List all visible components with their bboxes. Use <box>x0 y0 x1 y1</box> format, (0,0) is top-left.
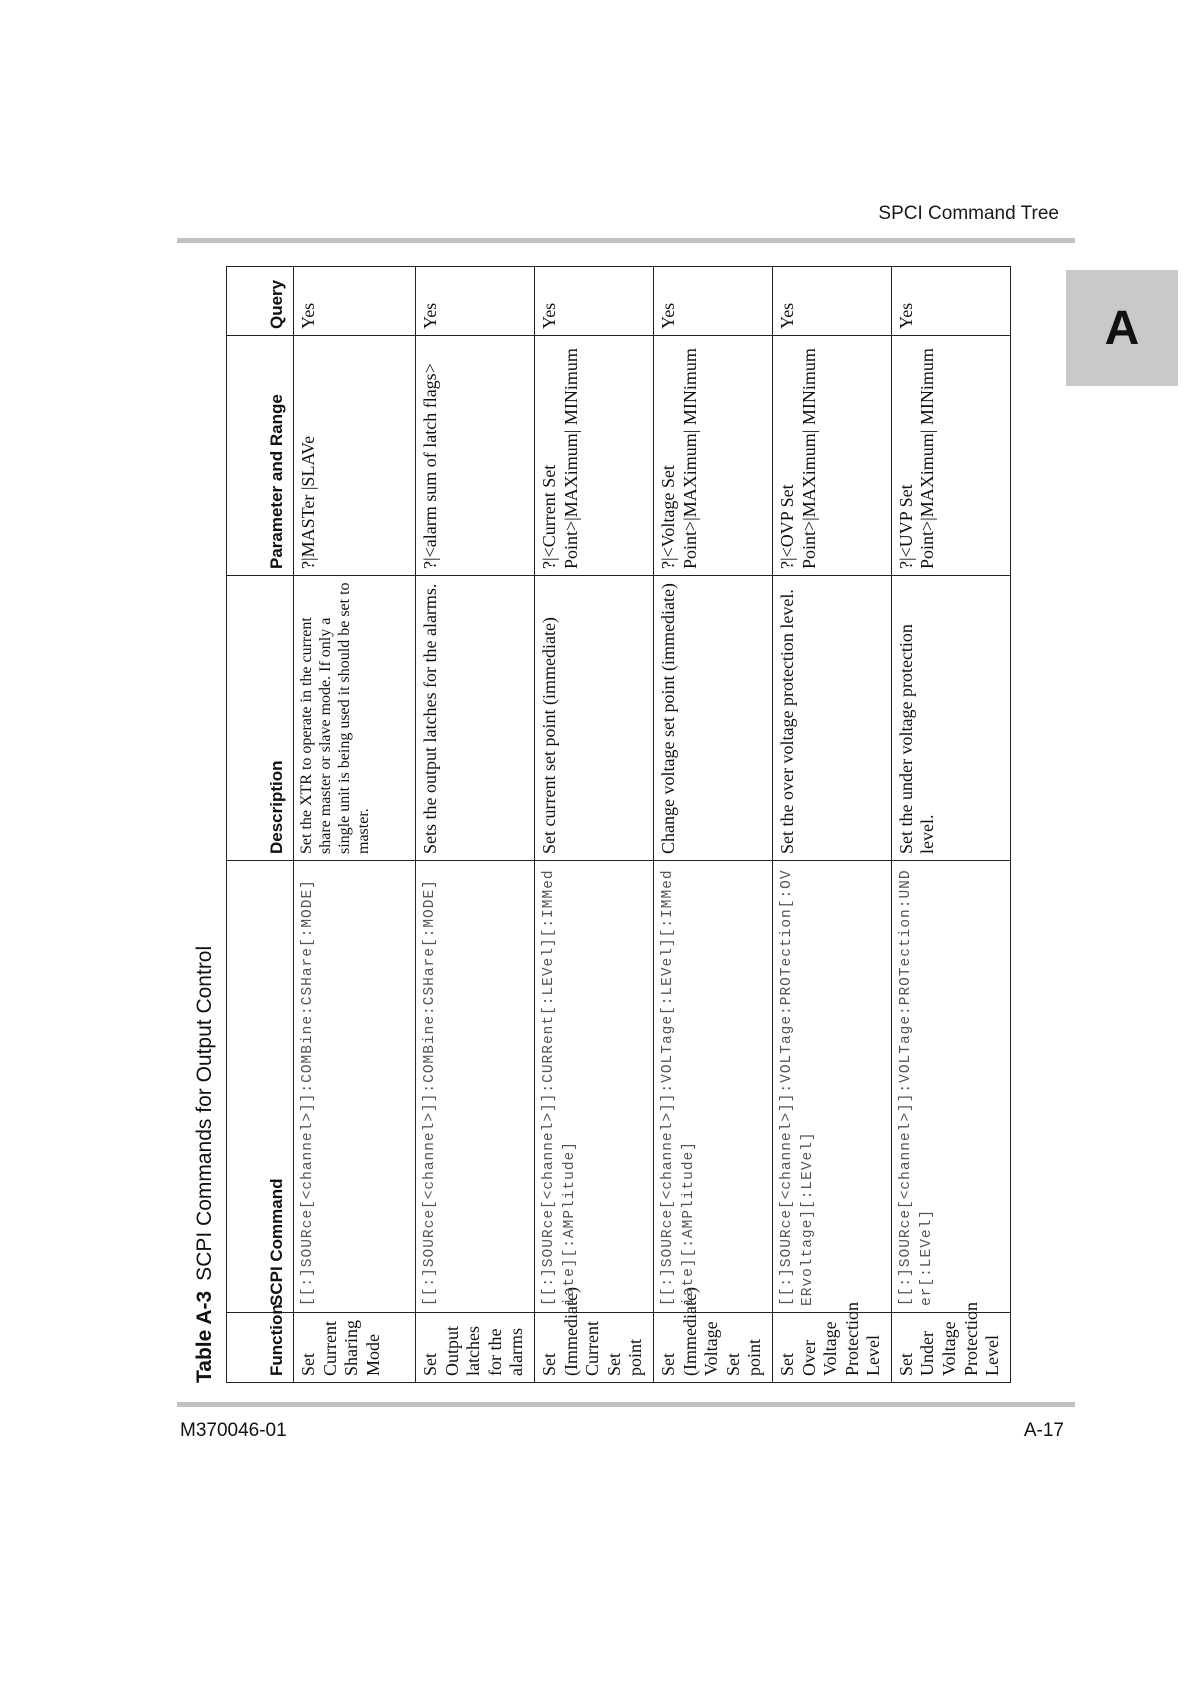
appendix-tab: A <box>1066 270 1178 386</box>
description-cell: Sets the output latches for the alarms. <box>416 576 535 861</box>
parameter-cell: ?|<alarm sum of latch flags> <box>416 336 535 576</box>
query-cell: Yes <box>416 267 535 336</box>
scpi-commands-table <box>226 266 1011 1383</box>
function-cell: Set Output latches for the alarms <box>416 1313 535 1383</box>
description-cell: Set the under voltage protection level. <box>891 576 1010 861</box>
table-row <box>534 267 653 1383</box>
rotated-table-block <box>186 263 1003 1383</box>
query-cell: Yes <box>294 267 416 336</box>
table-caption-title: SCPI Commands for Output Control <box>193 945 216 1281</box>
description-cell: Set the XTR to operate in the current share master or slave mode. If only a single unit is being used it should be set to master. <box>294 576 416 861</box>
function-cell: Set (Immediate) Current Set point <box>534 1313 653 1383</box>
parameter-cell: ?|<OVP Set Point>|MAXimum| MINimum <box>772 336 891 576</box>
table-row <box>416 267 535 1383</box>
column-header-function: Function <box>227 1313 294 1383</box>
table-row <box>294 267 416 1383</box>
query-cell: Yes <box>653 267 772 336</box>
column-header-parameter-range: Parameter and Range <box>227 336 294 576</box>
parameter-cell: ?|<Voltage Set Point>|MAXimum| MINimum <box>653 336 772 576</box>
description-cell: Set the over voltage protection level. <box>772 576 891 861</box>
header-rule <box>177 238 1075 243</box>
query-cell: Yes <box>891 267 1010 336</box>
command-cell: [[:]SOURce[<channel>]]:VOLTage:PROTection:UNDer[:LEVel] <box>891 861 1010 1313</box>
column-header-query: Query <box>227 267 294 336</box>
function-cell: Set (Immediate) Voltage Set point <box>653 1313 772 1383</box>
command-cell: [[:]SOURce[<channel>]]:CURRent[:LEVel][:IMMediate][:AMPlitude] <box>534 861 653 1313</box>
function-cell: Set Under Voltage Protection Level <box>891 1313 1010 1383</box>
description-cell: Set current set point (immediate) <box>534 576 653 861</box>
description-cell: Change voltage set point (immediate) <box>653 576 772 861</box>
footer-rule <box>177 1402 1075 1407</box>
table-caption <box>186 946 224 1383</box>
page-number: A-17 <box>1023 1420 1064 1441</box>
command-cell: [[:]SOURce[<channel>]]:VOLTage[:LEVel][:IMMediate][:AMPlitude] <box>653 861 772 1313</box>
command-cell: [[:]SOURce[<channel>]]:COMBine:CSHare[:MODE] <box>416 861 535 1313</box>
parameter-cell: ?|<Current Set Point>|MAXimum| MINimum <box>534 336 653 576</box>
table-row <box>891 267 1010 1383</box>
table-caption-number: Table A-3 <box>193 1290 216 1383</box>
query-cell: Yes <box>534 267 653 336</box>
parameter-cell: ?|MASTer |SLAVe <box>294 336 416 576</box>
function-cell: Set Over Voltage Protection Level <box>772 1313 891 1383</box>
function-cell: Set Current Sharing Mode <box>294 1313 416 1383</box>
command-cell: [[:]SOURce[<channel>]]:COMBine:CSHare[:MODE] <box>294 861 416 1313</box>
command-cell: [[:]SOURce[<channel>]]:VOLTage:PROTection[:OVERvoltage][:LEVel] <box>772 861 891 1313</box>
query-cell: Yes <box>772 267 891 336</box>
column-header-scpi-command: SCPI Command <box>227 861 294 1313</box>
table-row <box>772 267 891 1383</box>
section-title: SPCI Command Tree <box>878 203 1059 224</box>
table-row <box>653 267 772 1383</box>
table-header-row <box>227 267 294 1383</box>
parameter-cell: ?|<UVP Set Point>|MAXimum| MINimum <box>891 336 1010 576</box>
document-number: M370046-01 <box>180 1420 287 1441</box>
column-header-description: Description <box>227 576 294 861</box>
